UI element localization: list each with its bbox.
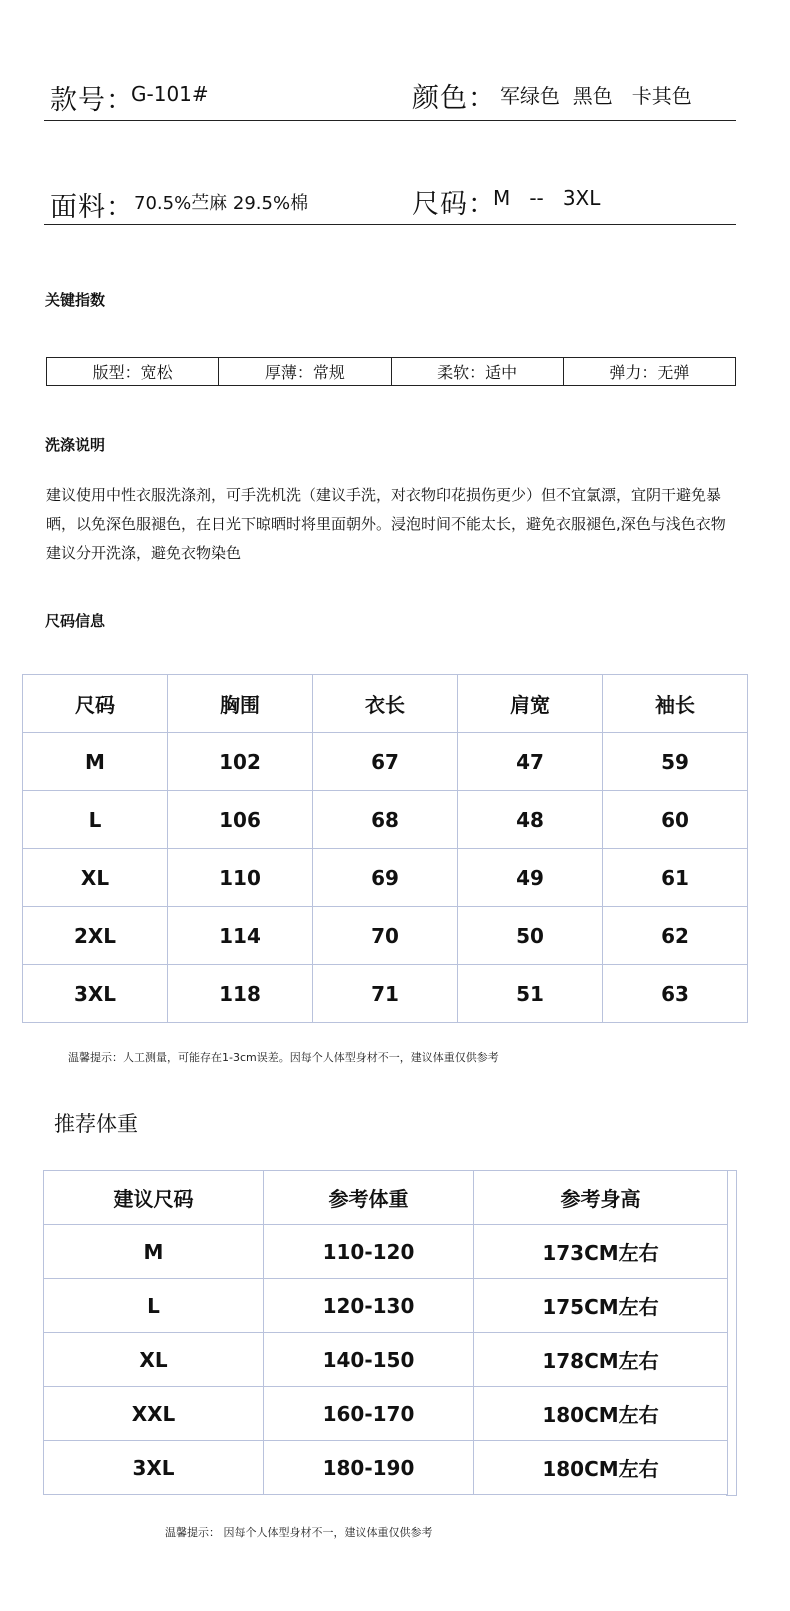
table-cell: M — [23, 733, 168, 791]
size-note: 温馨提示：人工测量，可能存在1-3cm误差。因每个人体型身材不一，建议体重仅供参考 — [68, 1051, 499, 1064]
table-row — [44, 1441, 728, 1495]
weight_info-header-cell: 建议尺码 — [44, 1171, 264, 1225]
table-cell: XL — [44, 1333, 264, 1387]
size_info-header-cell: 肩宽 — [458, 675, 603, 733]
table-cell: XXL — [44, 1387, 264, 1441]
table-cell: 102 — [168, 733, 313, 791]
table-cell: 51 — [458, 965, 603, 1023]
table-cell: 68 — [313, 791, 458, 849]
table-cell: 47 — [458, 733, 603, 791]
weight-table — [43, 1170, 728, 1495]
table-cell: 71 — [313, 965, 458, 1023]
table-row — [44, 1279, 728, 1333]
table-cell: L — [44, 1279, 264, 1333]
table-cell: 173CM左右 — [474, 1225, 728, 1279]
table-cell: 180CM左右 — [474, 1441, 728, 1495]
size_info-header-cell: 尺码 — [23, 675, 168, 733]
table-cell: 110 — [168, 849, 313, 907]
table-cell: 110-120 — [264, 1225, 474, 1279]
table-cell: 70 — [313, 907, 458, 965]
size_info-header-row — [23, 675, 748, 733]
table-cell: 59 — [603, 733, 748, 791]
key-index-thickness: 厚薄：常规 — [219, 358, 391, 385]
table-cell: 175CM左右 — [474, 1279, 728, 1333]
style-number-value: G-101# — [131, 82, 209, 106]
table-cell: 3XL — [23, 965, 168, 1023]
table-cell: 2XL — [23, 907, 168, 965]
table-cell: L — [23, 791, 168, 849]
table-row — [44, 1333, 728, 1387]
table-cell: 69 — [313, 849, 458, 907]
size_info-header-cell: 衣长 — [313, 675, 458, 733]
table-cell: XL — [23, 849, 168, 907]
table-cell: 3XL — [44, 1441, 264, 1495]
key-index-softness: 柔软：适中 — [392, 358, 564, 385]
weight_info-header-row — [44, 1171, 728, 1225]
size-info-title: 尺码信息 — [45, 612, 106, 630]
table-cell: 49 — [458, 849, 603, 907]
size-range-value: M -- 3XL — [493, 186, 601, 210]
table-cell: 114 — [168, 907, 313, 965]
fabric-label: 面料： — [50, 192, 134, 223]
header-divider-2 — [44, 224, 736, 225]
size_info-header-cell: 袖长 — [603, 675, 748, 733]
color-value: 军绿色 黑色 卡其色 — [500, 84, 692, 108]
washing-title: 洗涤说明 — [45, 436, 106, 454]
table-cell: 180CM左右 — [474, 1387, 728, 1441]
weight_info-header-cell: 参考体重 — [264, 1171, 474, 1225]
color-label: 颜色： — [412, 83, 496, 114]
table-cell: 160-170 — [264, 1387, 474, 1441]
table-cell: 180-190 — [264, 1441, 474, 1495]
table-cell: M — [44, 1225, 264, 1279]
table-cell: 118 — [168, 965, 313, 1023]
table-cell: 140-150 — [264, 1333, 474, 1387]
key-index-elasticity: 弹力：无弹 — [609, 363, 690, 382]
header-divider-1 — [44, 120, 736, 121]
table-cell: 62 — [603, 907, 748, 965]
table-cell: 50 — [458, 907, 603, 965]
size-table — [22, 674, 748, 1023]
table-row — [23, 849, 748, 907]
table-cell: 67 — [313, 733, 458, 791]
table-cell: 63 — [603, 965, 748, 1023]
table-row — [23, 733, 748, 791]
table-row — [23, 907, 748, 965]
size-range-label: 尺码： — [412, 189, 496, 220]
table-cell: 106 — [168, 791, 313, 849]
table-row — [23, 791, 748, 849]
fabric-value: 70.5%苎麻 29.5%棉 — [134, 193, 309, 214]
weight-title: 推荐体重 — [54, 1112, 138, 1136]
table-row — [44, 1225, 728, 1279]
table-cell: 60 — [603, 791, 748, 849]
style-number-label: 款号： — [50, 85, 134, 116]
table-cell: 48 — [458, 791, 603, 849]
table-cell: 178CM左右 — [474, 1333, 728, 1387]
table-cell: 120-130 — [264, 1279, 474, 1333]
size_info-header-cell: 胸围 — [168, 675, 313, 733]
weight_info-header-cell: 参考身高 — [474, 1171, 728, 1225]
washing-text: 建议使用中性衣服洗涤剂，可手洗机洗（建议手洗，对衣物印花损伤更少）但不宜氯漂，宜阴干避免暴晒，以免深色服褪色，在日光下晾晒时将里面朝外。浸泡时间不能太长，避免衣服褪色,深色与浅色衣物建议分开洗涤，避免衣物染色 — [46, 486, 726, 562]
key-index-title: 关键指数 — [45, 291, 106, 309]
key-index-box — [46, 357, 736, 386]
weight-note: 温馨提示： 因每个人体型身材不一，建议体重仅供参考 — [165, 1526, 433, 1539]
table-row — [44, 1387, 728, 1441]
table-row — [23, 965, 748, 1023]
key-index-fit: 版型：宽松 — [47, 358, 219, 385]
table-cell: 61 — [603, 849, 748, 907]
